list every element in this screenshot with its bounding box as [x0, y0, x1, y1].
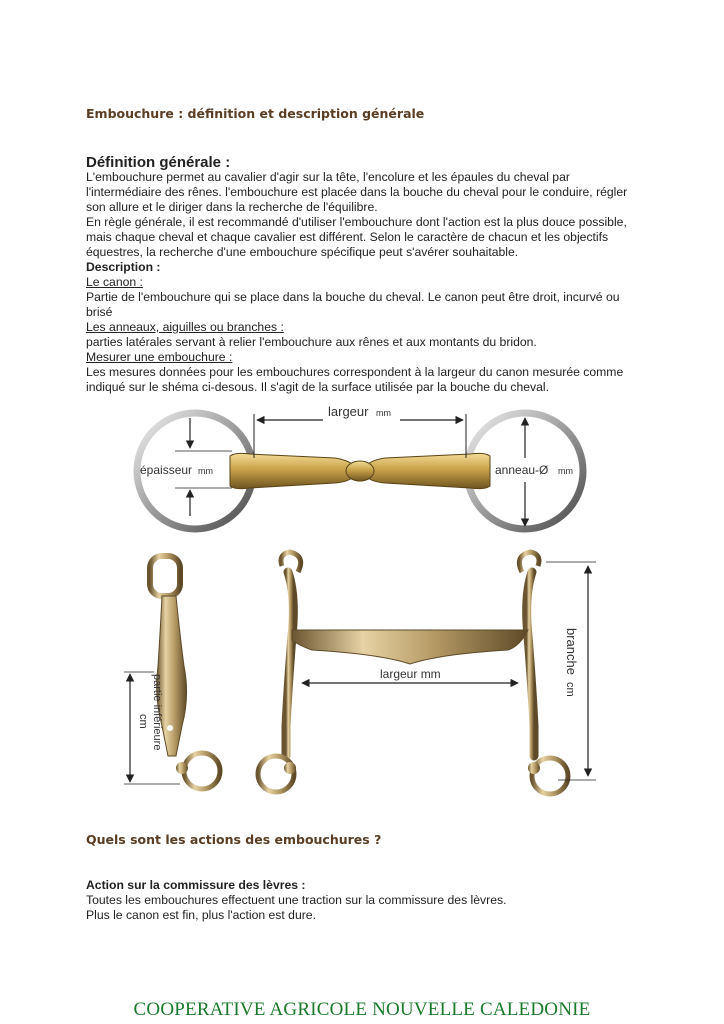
cheek-piece-side — [150, 556, 220, 789]
definition-line: L'embouchure permet au cavalier d'agir sur la tête, l'encolure et les épaules du cheval par — [86, 170, 570, 184]
anneau-unit: mm — [558, 466, 573, 476]
epaisseur-label: épaisseur — [140, 463, 193, 477]
canon-line: Partie de l'embouchure qui se place dans la bouche du cheval. Le canon peut être droit, incurvé ou — [86, 290, 620, 304]
canon-label: Le canon : — [86, 275, 143, 289]
partie-inferieure-label: partie inférieure — [151, 674, 163, 751]
bit-measurement-diagram — [110, 396, 610, 811]
top-largeur-unit: mm — [376, 408, 391, 418]
actions-line: Plus le canon est fin, plus l'action est dure. — [86, 908, 316, 922]
anneaux-label: Les anneaux, aiguilles ou branches : — [86, 320, 284, 334]
mesurer-line: indiqué sur le shéma ci-desous. Il s'agit de la surface utilisée par la bouche du cheval. — [86, 380, 550, 394]
commissure-heading: Action sur la commissure des lèvres : — [86, 878, 306, 892]
definition-line: En règle générale, il est recommandé d'utiliser l'embouchure dont l'action est la plus douce possible, — [86, 215, 627, 229]
page-title: Embouchure : définition et description générale — [86, 106, 425, 121]
footer-organization: COOPERATIVE AGRICOLE NOUVELLE CALEDONIE — [133, 999, 591, 1020]
definition-line: mais chaque cheval et chaque cavalier est différent. Selon le caractère de chacun et les objectifs — [86, 230, 609, 244]
definition-line: équestres, la recherche d'une embouchure spécifique peut s'avérer souhaitable. — [86, 245, 519, 259]
actions-text — [86, 878, 646, 923]
canon-line: brisé — [86, 305, 113, 319]
partie-inferieure-unit: cm — [137, 714, 149, 729]
definition-heading: Définition générale : — [86, 154, 231, 171]
definition-text — [86, 170, 646, 395]
actions-line: Toutes les embouchures effectuent une traction sur la commissure des lèvres. — [86, 893, 507, 907]
anneau-label: anneau-Ø — [495, 463, 549, 477]
branche-label: branche — [564, 628, 579, 675]
mesurer-label: Mesurer une embouchure : — [86, 350, 233, 364]
definition-line: son allure et le diriger dans la recherche de l'équilibre. — [86, 200, 378, 214]
snaffle-mouthpiece — [230, 453, 490, 488]
bottom-largeur-label: largeur mm — [380, 667, 441, 681]
actions-heading: Quels sont les actions des embouchures ? — [86, 832, 382, 847]
definition-line: l'intermédiaire des rênes. l'embouchure est placée dans la bouche du cheval pour le conduire, régler — [86, 185, 628, 199]
branche-unit: cm — [564, 682, 576, 697]
mesurer-line: Les mesures données pour les embouchures correspondent à la largeur du canon mesurée comme — [86, 365, 624, 379]
epaisseur-unit: mm — [198, 466, 213, 476]
top-largeur-label: largeur — [328, 404, 369, 419]
description-heading: Description : — [86, 260, 161, 274]
anneaux-line: parties latérales servant à relier l'embouchure aux rênes et aux montants du bridon. — [86, 335, 537, 349]
